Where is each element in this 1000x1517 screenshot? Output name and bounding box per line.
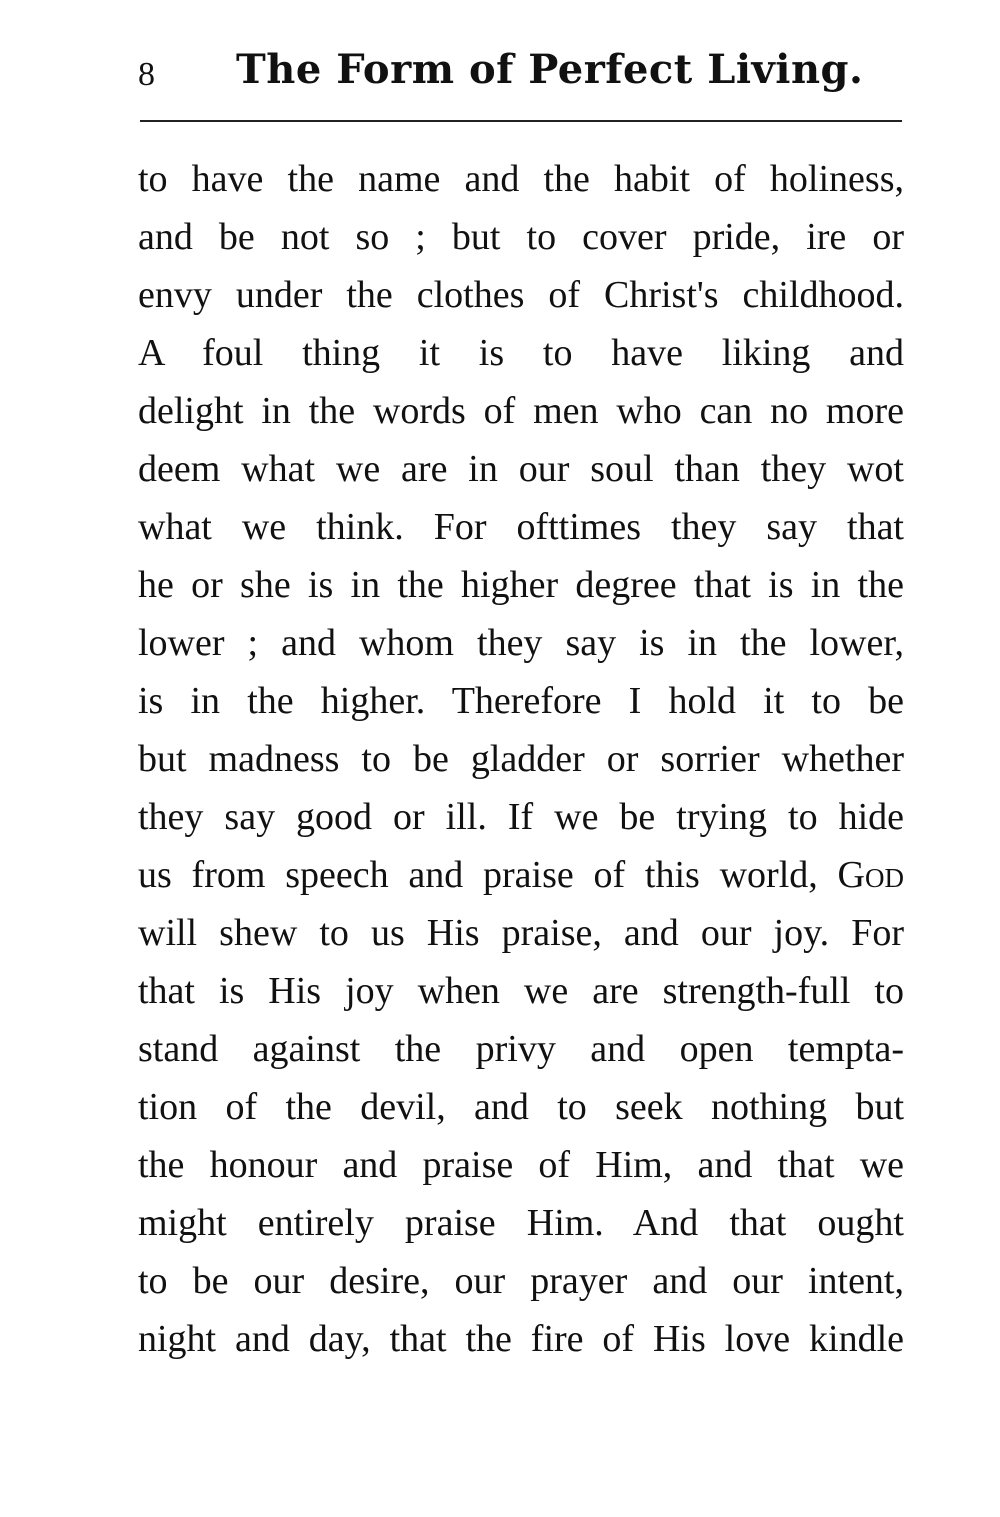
text-line: delight in the words of men who can no more: [138, 390, 904, 432]
text-line: the honour and praise of Him, and that we: [138, 1144, 904, 1186]
page-number: 8: [138, 56, 155, 93]
text-line: tion of the devil, and to seek nothing but: [138, 1086, 904, 1128]
text-line: what we think. For ofttimes they say that: [138, 506, 904, 548]
text-line: they say good or ill. If we be trying to hide: [138, 796, 904, 838]
running-title: The Form of Perfect Living.: [236, 46, 864, 93]
text-line: lower ; and whom they say is in the lower,: [138, 622, 904, 664]
running-head: [138, 46, 902, 110]
text-line: A foul thing it is to have liking and: [138, 332, 904, 374]
text-line-with-smallcaps: [138, 846, 904, 904]
text-line: but madness to be gladder or sorrier whether: [138, 738, 904, 780]
header-rule: [140, 120, 902, 122]
text-line: will shew to us His praise, and our joy. For: [138, 912, 904, 954]
text-line: stand against the privy and open tempta-: [138, 1028, 904, 1070]
text-line: and be not so ; but to cover pride, ire or: [138, 216, 904, 258]
text-line-part: us from speech and praise of this world,: [138, 854, 818, 896]
text-line: is in the higher. Therefore I hold it to be: [138, 680, 904, 722]
text-line: he or she is in the higher degree that is in the: [138, 564, 904, 606]
text-line: deem what we are in our soul than they wot: [138, 448, 904, 490]
smallcaps-word: God: [837, 854, 904, 896]
body-text: [138, 150, 904, 1368]
text-line: might entirely praise Him. And that ought: [138, 1202, 904, 1244]
text-line: envy under the clothes of Christ's childhood.: [138, 274, 904, 316]
text-line: to have the name and the habit of holiness,: [138, 158, 904, 200]
text-line: to be our desire, our prayer and our intent,: [138, 1260, 904, 1302]
text-line: night and day, that the fire of His love kindle: [138, 1318, 904, 1360]
text-line: that is His joy when we are strength-full to: [138, 970, 904, 1012]
